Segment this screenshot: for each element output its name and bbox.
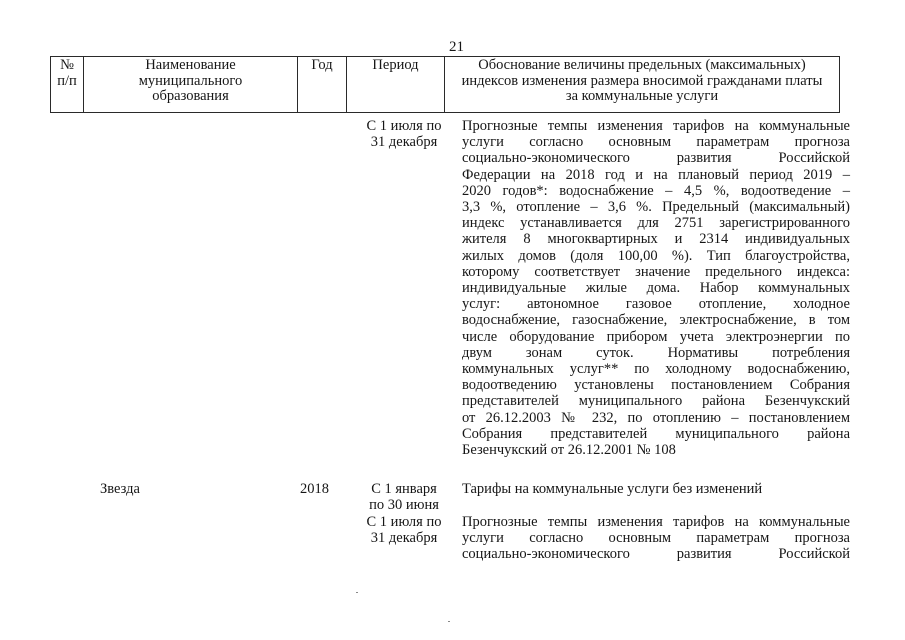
text-line: услуг: автономное газовое отопление, холодное <box>462 296 850 313</box>
text-line: числе оборудование прибором учета электроэнергии по <box>462 328 850 345</box>
text-line: социально-экономического развития Российской <box>462 546 850 563</box>
text-line: двум зонам суток. Нормативы потребления <box>462 344 850 361</box>
header-num: № п/п <box>51 57 84 113</box>
header-year: Год <box>298 57 347 113</box>
text-line: представителей муниципального района Безенчукский <box>462 393 850 410</box>
text-line: коммунальных услуг** по холодному водоснабжению, <box>462 361 850 378</box>
page-number: 21 <box>449 39 464 55</box>
text-line: Прогнозные темпы изменения тарифов на коммунальные <box>462 514 850 530</box>
header-reason: Обоснование величины предельных (максимальных) индексов изменения размера вносимой гражданами платы за коммунальные услуги <box>445 57 840 113</box>
period-cell: С 1 января по 30 июня <box>369 481 439 514</box>
text-line: индекс устанавливается для 2751 зарегистрированного <box>462 215 850 232</box>
period-cell: С 1 июля по 31 декабря <box>366 514 442 547</box>
text-line: 2020 годов*: водоснабжение – 4,5 %, водоотведение – <box>462 182 850 199</box>
municipality-name: Звезда <box>100 481 140 497</box>
table-header <box>50 56 840 113</box>
text-line: услуги согласно основным параметрам прогноза <box>462 530 850 547</box>
text-line: Собрания представителей муниципального района <box>462 425 850 442</box>
text-line: Безенчукский от 26.12.2001 № 108 <box>462 442 676 459</box>
text-line: водоснабжение, газоснабжение, электроснабжение, в том <box>462 312 850 329</box>
text-line: от 26.12.2003 № 232, по отоплению – постановлением <box>462 409 850 426</box>
text-line: жителя 8 многоквартирных и 2314 индивидуальных <box>462 231 850 248</box>
text-line: жилых домов (доля 100,00 %). Тип благоустройства, <box>462 247 850 264</box>
scan-mark <box>448 621 450 622</box>
text-line: социально-экономического развития Российской <box>462 150 850 167</box>
text-line: Федерации на 2018 год и на плановый период 2019 – <box>462 166 850 183</box>
text-line: услуги согласно основным параметрам прогноза <box>462 134 850 151</box>
reason-cell <box>462 118 850 458</box>
reason-cell <box>462 514 850 563</box>
year-cell: 2018 <box>300 481 329 497</box>
text-line: индивидуальные жилые дома. Набор коммунальных <box>462 280 850 297</box>
text-line: водоотведению установлены постановлением Собрания <box>462 377 850 394</box>
header-row <box>51 57 840 113</box>
text-line: которому соответствует значение предельного индекса: <box>462 263 850 280</box>
reason-cell: Тарифы на коммунальные услуги без изменений <box>462 481 763 497</box>
text-line: 3,3 %, отопление – 3,6 %. Предельный (максимальный) <box>462 199 850 216</box>
scan-mark <box>356 592 358 593</box>
header-name: Наименование муниципального образования <box>84 57 298 113</box>
period-cell: С 1 июля по 31 декабря <box>366 118 442 151</box>
text-line: Прогнозные темпы изменения тарифов на коммунальные <box>462 118 850 134</box>
header-period: Период <box>347 57 445 113</box>
